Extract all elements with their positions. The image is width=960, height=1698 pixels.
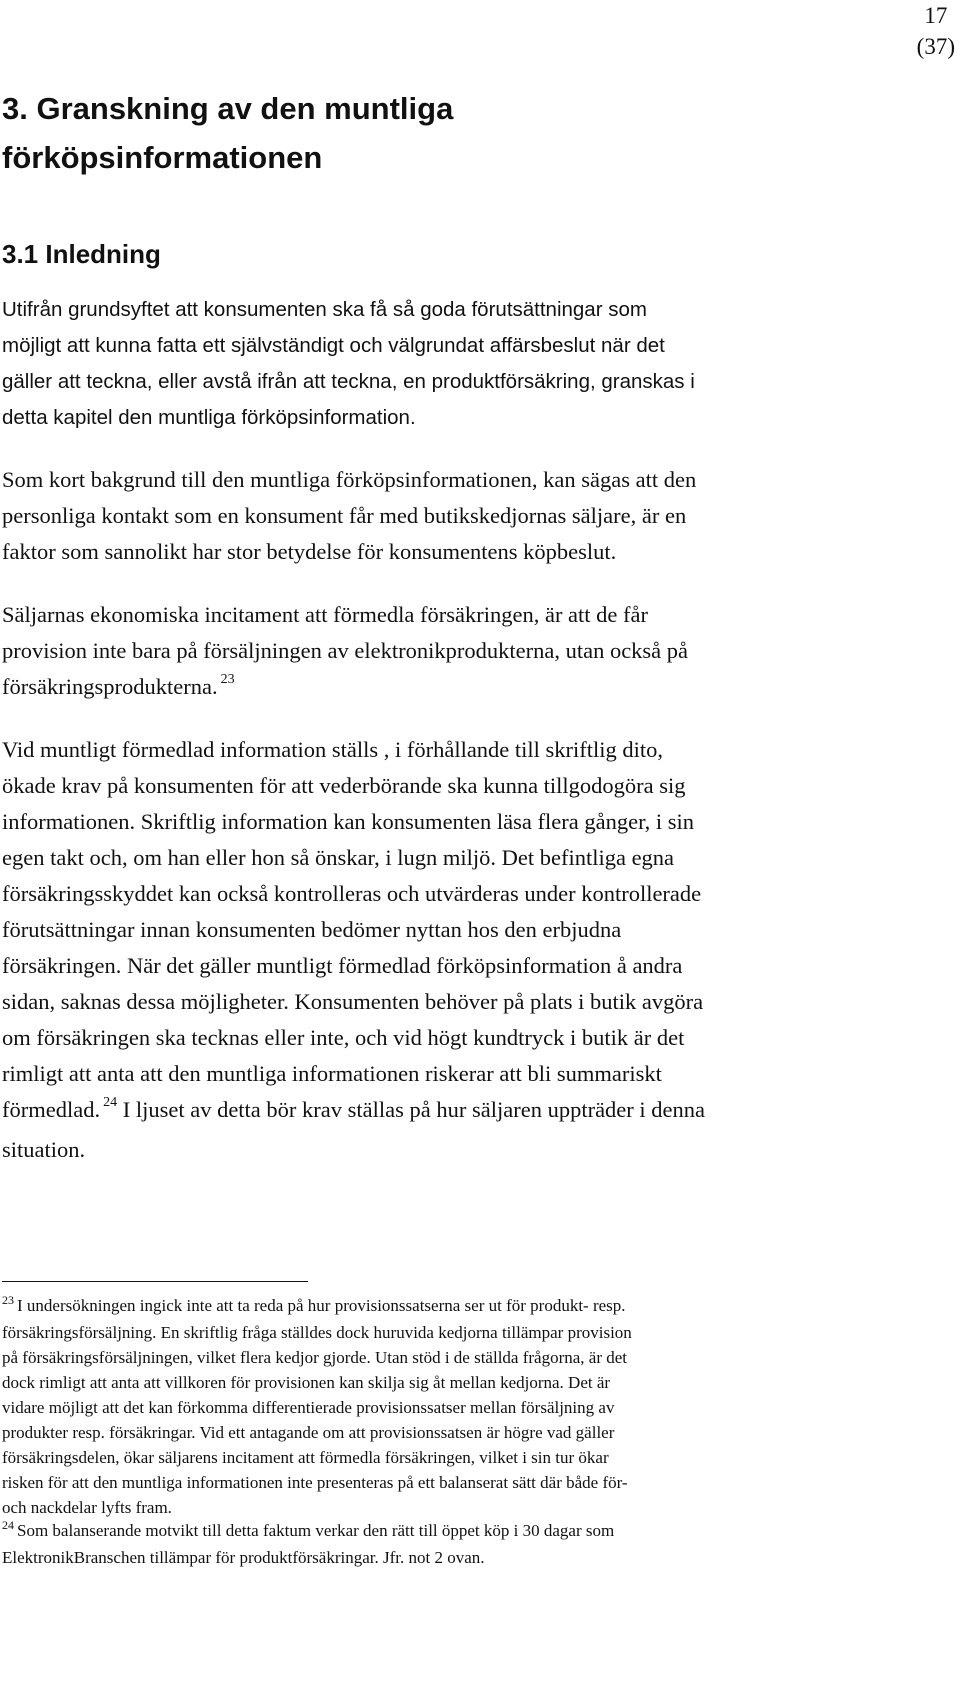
footnote-line: försäkringsdelen, ökar säljarens incitament att förmedla försäkringen, vilket i sin tur ökar [2,1448,609,1467]
footnote-line: risken för att den muntliga informationen inte presenteras på ett balanserat sätt där både för- [2,1473,628,1492]
footnote-line: dock rimligt att anta att villkoren för provisionen kan skilja sig åt mellan kedjorna. Det är [2,1373,611,1392]
footnote-line: ElektronikBranschen tillämpar för produktförsäkringar. Jfr. not 2 ovan. [2,1548,485,1567]
paragraph-line: gäller att teckna, eller avstå ifrån att teckna, en produktförsäkring, granskas i [2,370,695,393]
footnote-23-mark: 23 [2,1293,14,1307]
paragraph-line: Vid muntligt förmedlad information ställs , i förhållande till skriftlig dito, [2,737,664,762]
footnote-line: på försäkringsförsäljningen, vilket flera kedjor gjorde. Utan stöd i de ställda frågorna, är det [2,1348,628,1367]
paragraph-line: Utifrån grundsyftet att konsumenten ska få så goda förutsättningar som [2,298,647,321]
footnote-line: försäkringsförsäljning. En skriftlig fråga ställdes dock huruvida kedjorna tillämpar provision [2,1323,632,1342]
footnote-line: vidare möjligt att det kan förkomma differentierade provisionssatser mellan försäljning av [2,1398,615,1417]
footnote-line: och nackdelar lyfts fram. [2,1498,172,1517]
page-number-current: 17 [924,3,948,28]
paragraph-line: ökade krav på konsumenten för att vederbörande ska kunna tillgodogöra sig [2,773,686,798]
chapter-title [2,84,902,182]
chapter-title-line-1: 3. Granskning av den muntliga [2,91,454,126]
footnote-separator [2,1281,308,1282]
paragraph-line: sidan, saknas dessa möjligheter. Konsumenten behöver på plats i butik avgöra [2,989,704,1014]
paragraph-line: informationen. Skriftlig information kan konsumenten läsa flera gånger, i sin [2,809,695,834]
page-number-total: (37) [916,34,955,59]
paragraph-line: om försäkringen ska tecknas eller inte, och vid högt kundtryck i butik är det [2,1025,685,1050]
paragraph-incentive [2,597,892,709]
paragraph-background [2,462,892,570]
section-title: 3.1 Inledning [2,239,161,269]
paragraph-line: egen takt och, om han eller hon så önskar, i lugn miljö. Det befintliga egna [2,845,675,870]
paragraph-line: möjligt att kunna fatta ett självständigt och välgrundat affärsbeslut när det [2,334,665,357]
footnote-23 [2,1293,922,1520]
paragraph-line: situation. [2,1137,86,1162]
paragraph-line: förmedlad. [2,1097,101,1122]
paragraph-oral-information [2,732,892,1168]
paragraph-line: Som kort bakgrund till den muntliga förköpsinformationen, kan sägas att den [2,467,697,492]
footnote-line: produkter resp. försäkringar. Vid ett antagande om att provisionssatsen är högre vad gäller [2,1423,615,1442]
paragraph-intro [2,292,892,436]
footnote-ref-23[interactable]: 23 [220,672,235,687]
footnote-line: I undersökningen ingick inte att ta reda på hur provisionssatserna ser ut för produkt- resp. [17,1296,626,1315]
paragraph-line: försäkringen. När det gäller muntligt förmedlad förköpsinformation å andra [2,953,683,978]
paragraph-line: försäkringsprodukterna. [2,674,218,699]
paragraph-line: rimligt att anta att den muntliga informationen riskerar att bli summariskt [2,1061,662,1086]
paragraph-line: personliga kontakt som en konsument får med butikskedjornas säljare, är en [2,503,687,528]
paragraph-line: försäkringsskyddet kan också kontrolleras och utvärderas under kontrollerade [2,881,702,906]
paragraph-line: Säljarnas ekonomiska incitament att förmedla försäkringen, är att de får [2,602,649,627]
footnote-24 [2,1518,922,1570]
paragraph-line: provision inte bara på försäljningen av elektronikprodukterna, utan också på [2,638,689,663]
paragraph-line: förutsättningar innan konsumenten bedömer nyttan hos den erbjudna [2,917,622,942]
footnote-24-mark: 24 [2,1518,14,1532]
page-number [917,0,955,62]
footnote-line: Som balanserande motvikt till detta faktum verkar den rätt till öppet köp i 30 dagar som [17,1521,615,1540]
paragraph-line-continuation: I ljuset av detta bör krav ställas på hur säljaren uppträder i denna [117,1097,706,1122]
chapter-title-line-2: förköpsinformationen [2,140,323,175]
paragraph-line: faktor som sannolikt har stor betydelse för konsumentens köpbeslut. [2,539,617,564]
paragraph-line: detta kapitel den muntliga förköpsinformation. [2,406,416,429]
footnote-ref-24[interactable]: 24 [103,1095,118,1110]
